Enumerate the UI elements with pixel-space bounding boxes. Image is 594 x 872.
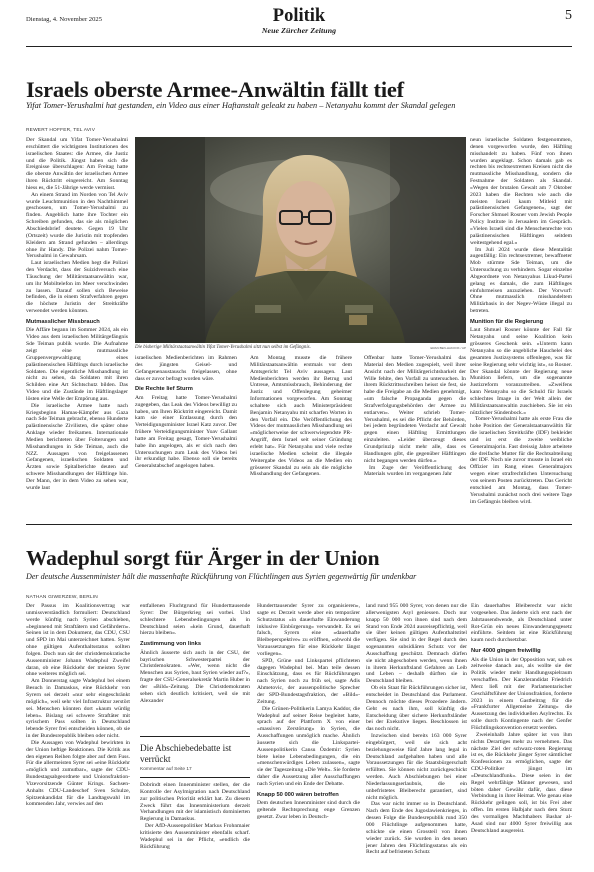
article-divider: [26, 524, 572, 525]
article2-column-2b: [140, 782, 250, 868]
article2-paragraph: Zweieinhalb Jahre später ist von ihm nichts Derartiges mehr zu vernehmen. Das nächste Ziel der schwarz-roten Regierung ist es, die Rückkehr jünger Syrer sämtlicher Konfessionen zu ermöglichen, sagte der CDU-Politiker jüngst im «Deutschlandfunk». Diese seien in der Regel wehrfähige Männer gewesen, und böten daher Gewähr dafür, dass diese Verbindung in ihrer Heimat. Wie genau eine Rückkehr gelingen soll, ist bis Frei aber offen. Im ersten Halbjahr nach dem Sturz des vormaligen Machthabers Bashar al-Asad sind nur 4000 Syrer freiwillig aus Deutschland ausgereist.: [471, 731, 572, 834]
article1-column-4: [364, 355, 466, 520]
article2-paragraph: Der AfD-Aussenpolitiker Markus Frohnmaier kritisierte den Aussenminister ebenfalls scharf. Wadephul sei in der Pflicht, «endlich die Rückführung: [140, 823, 250, 850]
article2-paragraph: Das war nicht immer so in Deutschland. Nach dem Ende des Jugoslawienkrieges, in dessen Folge die Bundesrepublik rund 350 000 Flüchtlinge aufgenommen hatte, schickte sie einen Grossteil von ihnen wieder zurück. Sie wurden in den neuen jener Jahren den Flüchtlingsstatus als ein Recht auf befristeten Schutz: [366, 801, 467, 856]
article1-paragraph: Der Skandal um Yifat Tomer-Yerushalmi erschüttert die wichtigsten Institutionen des israelischen Staates: die Armee, die Justiz und die Politik. Jüngst haben sich die Ereignisse überschlagen: Am Freitag hatte die oberste Anwältin der israelischen Armee ihren Rücktritt eingereicht. Am Sonntag hiess es, die 51-Jährige werde vermisst.: [26, 137, 128, 191]
article2-column-3: [257, 603, 360, 868]
article1-paragraph: Laut Shmuel Rosner könnte der Fall für Netanyahu und seine Koalition kein grösseres Geschenk sein. «Unterm kann Netanyahu so die angebliche Hauchelei des gesamten Justizsystems offenlegen, was für seine Regierung sehr wichtig ist», so Rosner. Der Skandal könnte der Regierung neue Munition liefern, um die sogenannte Justizreform voranzutreiben. «Zweifens kann Netanyahu so die Schuld für Israels schlechtes Image in der Welt allein der Militärstaatsanwaltin zuschieben. Sie ist ein nützlicher Sündenbock.»: [470, 327, 572, 416]
article2-paragraph: Als die Union in der Opposition war, sah es zeitweise danach aus, als wollte sie der Politik wieder mehr Handlungsspielraum verschaffen. Der Kanzlerandidat Friedrich Merz ließ mit der Parlamentarischer Geschäftsführer der Unionsfraktion, forderte 2023 in einem Gastbeitrag für die «Frankfurter Allgemeine Zeitung» die Aussetzung des individuellen Asylrechts. Es solle durch Kontingente nach der Genfer Flüchtlingskonvention ersetzt werden.: [471, 656, 572, 731]
article1-column-2: [135, 355, 237, 520]
article2-paragraph: Ein dauerhaftes Bleiberecht war nicht vorgesehen. Das änderte sich erst nach der Jahrtausendwende, als Deutschland unter Rot-Grün ein neues Einwanderungsgesetz einführte. Seitdem ist eine Rückführung kaum noch durchsetzbar.: [471, 603, 572, 644]
article1-paragraph: Die israelische Armee hatte nach Kriegsbeginn Hamas-Kämpfer aus Gaza nach Sde Teiman gebracht, ebenso Hunderte palästinensische Zivilisten, die später ohne Anklage wieder freikamen. Internationale Medien berichteten über Folterungen und Misshandlungen in Sde Teiman, auch die NZZ. Aussagen von freigelassenen Gefangenen, israelischen Soldaten und Ärzten sowie Spitalberichte deuten auf schwere Misshandlungen der Häftlinge hin. Der Mann, der in dem Video zu sehen war, wurde laut: [26, 402, 128, 491]
article2-column-1: [26, 603, 130, 868]
commentary-teaser[interactable]: [140, 736, 250, 778]
masthead-rule: [26, 46, 572, 47]
article1-headline: Israels oberste Armee-Anwältin fällt tief: [26, 77, 404, 102]
article2-column-4: [366, 603, 467, 868]
article1-paragraph: Am Montag musste die frühere Militärstaatsanwältin erstmals vor dem Amtsgericht Tel Aviv aussagen. Laut Medienberichten werden ihr Betrug und Untreue, Amtsmissbrauch, Behinderung der Justiz und Offenlegung geheimer Informationen vorgeworfen. Am Sonntag schaltete sich auch Ministerpräsident Benjamin Netanyahu mit scharfen Worten in den Vorfall ein. Die Veröffentlichung des Videos der mutmasslichen Misshandlung sei «möglicherweise der schwerwiegendste PR-Angriff, dem Israel seit seiner Gründung erlebt hat». Für Netanyahu und viele rechte israelische Medien scheint die illegale Weitergabe des Videos an die Medien ein grösserer Skandal zu sein als die mögliche Misshandlung der Gefangenen.: [250, 355, 352, 478]
masthead: [26, 6, 572, 48]
article1-photo-credit: ERAN BEN-HAKOOK / AP: [430, 346, 466, 350]
article2-paragraph: Ähnlich äusserte sich auch in der CSU, der bayrischen Schwesterpartei der Christdemokraten. «Wer, wenn nicht die Menschen aus Syrien, baut Syrien wieder auf?», fragte der CSU-Generalsekretär Martin Huber in der «Bild»-Zeitung. Die Christdemokraten sehen sich deutlich kritisiert, weil sie mit Alexander: [140, 649, 250, 704]
soldier-portrait-photo: [135, 137, 466, 343]
article1-paragraph: Laut israelischen Medien hegt die Polizei den Verdacht, dass der Suizidversuch eine Täuschung der Militärstaatsanwältin war, um ihr Mobiltelefon im Meer verschwinden zu lassen. Darauf sollen sich Beweise befinden, die in einem Strafverfahren gegen die höchste Juristin der Streitkräfte verwendet werden könnten.: [26, 260, 128, 315]
article2-deck: Der deutsche Aussenminister hält die massenhafte Rückführung von Flüchtlingen aus Syrien gegenwärtig für undenkbar: [26, 572, 417, 581]
article2-paragraph: Am Donnerstag sagte Wadephul bei einem Besuch in Damaskus, eine Rückkehr von Syrern sei derzeit «nur sehr eingeschränkt möglich», weil sehr viel Infrastruktur zerstört sei. Menschen könnten dort «kaum würdig leben». Bislang sei schwere Straftäter mit syrischem Pass sollten in Deutschland lebende Syrer frei entscheiden können, ob sie in der Bundesrepublik bleiben oder nicht.: [26, 678, 130, 740]
article1-subhead: Munition für die Regierung: [470, 318, 544, 325]
article1-paragraph: neun israelische Soldaten festgenommen, denen vorgeworfen wurde, den Häftling misshandelt zu haben. Fünf von ihnen wurden angeklagt. Schon damals gab es rechten bis rechtsextremen Kreisen nicht die mutmassliche Misshandlung, sondern die Festnahme der Soldaten als Skandal. «Wegen der brutalen Gewalt am 7 Oktober 2023 haben die Rechten wie auch die meisten Israeli kaum Mitleid mit palästinensischen Gefangenen», sagt der Forscher Shmuel Rosner vom Jewish People Policy Institute in Jerusalem im Gespräch. «Vielen Israeli sind die Menschenrechte von palästinensischen Häftlingen seitdem weitestgehend egal.»: [470, 137, 572, 246]
article2-column-5: [471, 603, 572, 868]
masthead-title-block: [26, 6, 572, 36]
article1-subhead: Die Rechte lief Sturm: [135, 386, 193, 393]
article1-deck: Yifat Tomer-Yerushalmi hat gestanden, ein Video aus einer Haftanstalt geleakt zu haben – Netanyahu kommt der Skandal gelegen: [26, 101, 456, 110]
article2-paragraph: Dem deutschen Innenminister sind durch die geltende Rechtsprechung enge Grenzen gesetzt. Zwar leben in Deutsch-: [257, 800, 360, 820]
commentary-page-reference: Kommentar auf Seite 17: [140, 767, 192, 772]
article2-paragraph: Inzwischen sind bereits 163 000 Syrer eingebürgert, weil sie sich acht beziehungsweise fünf Jahre lang legal in Deutschland aufgehalten haben und alle Voraussetzungen für die Staatsbürgerschaft erfüllten. Sie können nicht zurückgeschickt werden. Auch Abschiebungen bei einer Niederlassungserlaubnis, die ein unbefristetes Bleiberecht garantiert, sind nicht möglich.: [366, 733, 467, 801]
article2-column-2a: [140, 603, 250, 733]
article1-photo: [135, 137, 466, 343]
article2-paragraph: Die Aussagen von Wadephul bewirkten in der Union heftige Reaktionen. Die Kritik aus den eigenen Reihen folgte aber auf dem Fuss. Für die allermeisten Syrer sei «eine Rückkehr «möglich und zumutbar», sagte der CDU-Bundestagsabgeordnete und Unionsfraktion-Vizevorsitzende Günter Krings. Sachsen-Anhalts CDU-Landeschef Sven Schulze, Spitzenkandidat für die Landtagswahl im kommenden Jahr, verwies auf den: [26, 739, 130, 808]
article2-paragraph: Die Grünen-Politikerin Lamya Kaddor, die Wadephul auf seiner Reise begleitet hatte, sprach auf der Plattform X von einer «massiven Zerstörung» in Syrien, die Ausschaffungen unmöglich mache. Ähnlich äusserte sich die Linkspartei-Aussenpolitikerin Cansu Özdemir: Syrien biete keine Lebensbedingungen, die ein «menschenwürdiges Leben zulassen», sagte sie der Tageszeitung «Die Welt». Sie forderte daher die Aussetzung aller Ausschaffungen nach Syrien und ein Ende der Debatte.: [257, 705, 360, 787]
article1-paragraph: Tomer-Yerushalmi hatte als erste Frau die hohe Position der Generalstaatsanwältin für die israelischen Streitkräfte (IDF) bekleidet und ist erst die zweite weibliche Generalmajorin. Fast dreissig Jahre arbeitete die dreifache Mutter für die Rechtsabteilung der IDF. Noch nie zuvor musste in Israel ein Offizier im Rang eines Generalmajors wegen einer strafrechtlichen Untersuchung von seinem Posten zurücktreten. Das Gericht entschied am Montag, dass Tomer-Yerushalmi zunächst noch drei weitere Tage im Gefängnis bleiben wird.: [470, 416, 572, 505]
article2-subhead: Knapp 50 000 wären betroffen: [257, 791, 339, 798]
article2-subhead: Nur 4000 gingen freiwillig: [471, 648, 541, 655]
article1-paragraph: Die Affäre begann im Sommer 2024, als ein Video aus dem israelischen Militärgefängnis Sde Teiman publik wurde. Die Aufnahme zeigt eine mutmassliche Gruppenvergewaltigung eines palästinensischen Häftlings durch israelische Soldaten. Die eigentliche Misshandlung ist nicht zu sehen, da Soldaten mit ihren Schilden eine Art Sichtschutz bilden. Das Video und die Zustände im Häftlingslager lösten eine Welle der Empörung aus.: [26, 327, 128, 402]
article1-column-3: [250, 355, 352, 520]
article1-paragraph: Offenbar hatte Tomer-Yerushalmi das Material den Medien zugespielt, weil ihrer Ansicht nach der Militärgerichtsbarkeit der Wille fehlte, den Vorfall zu untersuchen. In ihrem Rücktrittsschreiben heisst sie fest, sie habe die Freigabe an die Medien genehmigt, «um falsche Propaganda gegen die Strafverfolgungsbehörden der Armee zu entlarven». Weiter schrieb Tomer-Yerushalmi, es sei die Pflicht der Behörden, bei jedem begründeten Verdacht auf Gewalt gegen einen Häftling Ermittlungen einzuleiten. «Leider überzeugt dieses Grundprinzip nicht mehr alle, dass es Handlungen gibt, die gegenüber Häftlingen nicht begangen werden dürfen.»: [364, 355, 466, 464]
article2-paragraph: Hunderttausender Syrer zu organisieren», sagte er. Derzeit werde aber ein temporärer Schutzstatus «in dauerhafte Einwanderung inklusive Einbürgerung» verwandelt. Es sei falsch, Syrern eine «dauerhafte Bleibeperspektive» zu eröffnen, «obwohl die Voraussetzungen für eine Rückkehr längst vorliegen».: [257, 603, 360, 657]
article2-paragraph: Dobrindt einen Innenminister stellen, der die Kontrolle der Asylmigration nach Deutschland zur politischen Priorität erklärt hat. Zu diesem Zweck führt das Innenministerium derzeit Verhandlungen mit der islamistisch dominierten Regierung in Damaskus.: [140, 782, 250, 823]
commentary-title[interactable]: Die Abschiebedebatte ist verrückt: [140, 743, 232, 764]
article1-paragraph: Am Freitag hatte Tomer-Yerushalmi zugegeben, das Leak des Videos bewilligt zu haben, um Ihren Rücktritt eingereicht. Damit kam sie einer Entlassung durch den Verteidigungsminister Israel Katz zuvor. Der frühere Verteidigungsminister Yoav Gallant hatte am Freitag gesagt, Tomer-Yerushalmi habe ihn angelogen, als er sich nach den Untersuchungen zum Leak des Videos bei ihr erkundigt habe. Ebenso soll sie bereits Generalstabschef angelogen haben.: [135, 394, 237, 470]
article2-paragraph: land rund 955 000 Syrer, von denen nur die allerwenigsten Asyl geniessen. Doch nur knapp 50 000 von ihnen sind nach dem Stand von Ende 2024 ausreisepflichtig, weil sie über keinen gültigen Aufenthaltstitel verfügen. Sie sind in der Regel durch den sogenannten subsidiären Schutz vor der Ausschaffung geschützt. Demnach dürfen sie nicht abgeschoben werden, wenn ihnen in ihrem Herkunftsland Gefahren an Leib und Leben – deshalb dürften sie in Deutschland bleiben.: [366, 603, 467, 685]
issue-date: Dienstag, 4. November 2025: [26, 16, 102, 23]
page-number: 5: [565, 8, 572, 23]
article1-byline: REWERT HOFFER, TEL AVIV: [26, 128, 96, 133]
article2-headline: Wadephul sorgt für Ärger in der Union: [26, 546, 380, 570]
section-title: Politik: [272, 6, 326, 26]
article2-byline: NATHAN GIWERZEW, BERLIN: [26, 595, 98, 600]
article2-paragraph: entfallenen Fluchtgrund für Hunderttausende Syrer: Der Bürgerkrieg sei vorbei. Und schlechtere Lebensbedingungen als in Deutschland seien «kein Grund, dauerhaft hierzu bleiben».: [140, 603, 250, 637]
article1-paragraph: An einem Strand im Norden von Tel Aviv wurde Leuchtmunition in den Nachthimmel geschossen, um Tomer-Yerushalmi zu finden. Angeblich hatte ihre Tochter ein Schreiben gefunden, das sie als möglichen Abschiedsbrief deutete. Gegen 19 Uhr (Ortszeit) wurde die Juristin mit tropfenden Kleidern am Strand gefunden – allerdings ohne ihr Handy. Die Polizei nahm Tomer-Yerushalmi in Gewahrsam.: [26, 191, 128, 260]
article2-subhead: Zustimmung von links: [140, 641, 202, 648]
newspaper-name: Neue Zürcher Zeitung: [261, 26, 337, 35]
article2-paragraph: Ob ein Staat für Rückführungen sicher ist, entscheidet in Deutschland das Parlament. Dennoch möchte dieses Prozedere ändern. Geht es nach ihm, soll künftig die Entscheidung über sichere Herkunftsländer bei der Exekutive liegen. Beschlossen ist das noch nicht.: [366, 685, 467, 733]
article1-column-5: [470, 137, 572, 520]
article2-paragraph: Der Passus im Koalitionsvertrag war unmissverständlich formuliert: Deutschland werde künftig nach Syrien abschieben, «beginnend mit Straftätern und Gefährdern». Seinen ist in dem Dokument, das CDU, CSU und SPD im Mai unterzeichnet hatten. Syrer ohne gültigen Aufenthaltsstatus sollten folgen. Doch nun sät der christdemokratische Aussenminister Johann Wadephul Zweifel daran, ob eine Rückkehr der meisten Syrer ohne weiteres möglich sei.: [26, 603, 130, 678]
article1-paragraph: israelischen Medienberichten im Rahmen des jüngsten Geisel- und Gefangenenaustauschs freigelassen, ohne dass er zuvor befragt worden wäre.: [135, 355, 237, 382]
article1-paragraph: Im Zuge der Veröffentlichung des Materials wurden im vergangenen Jahr: [364, 464, 466, 478]
article2-paragraph: SPD, Grüne und Linkspartei pflichteten dagegen Wadephul bei. Man teile dessen Einschätzung, dass es für Rückführungen nach Syrien noch zu früh sei, sagte Adis Ahmetovic, der aussenpolitische Sprecher der SPD-Bundestagsfraktion, der «Bild»-Zeitung.: [257, 657, 360, 705]
article1-paragraph: Im Juli 2024 wurde diese Mentalität augenfällig: Ein rechtsextremer, bewaffneter Mob stürmte Sde Teiman, um die Untersuchung zu verhindern. Sogar einzelne Abgeordnete von Netanyahus Likud-Partei gelang es damals, die zum Häftlinges einfuhrmeisen anzuziehen. Der Vorwurf: Ohne mutmasslich misshandeltem Militärbasis in der Negev-Wüste illegal zu betreten.: [470, 246, 572, 315]
article1-photo-caption: Die bisherige Militärstaatsanwältin Yifat Tomer-Yerushalmi sitzt nun selbst im Gefängnis.: [135, 345, 311, 350]
article1-subhead: Mutmasslicher Missbrauch: [26, 318, 100, 325]
